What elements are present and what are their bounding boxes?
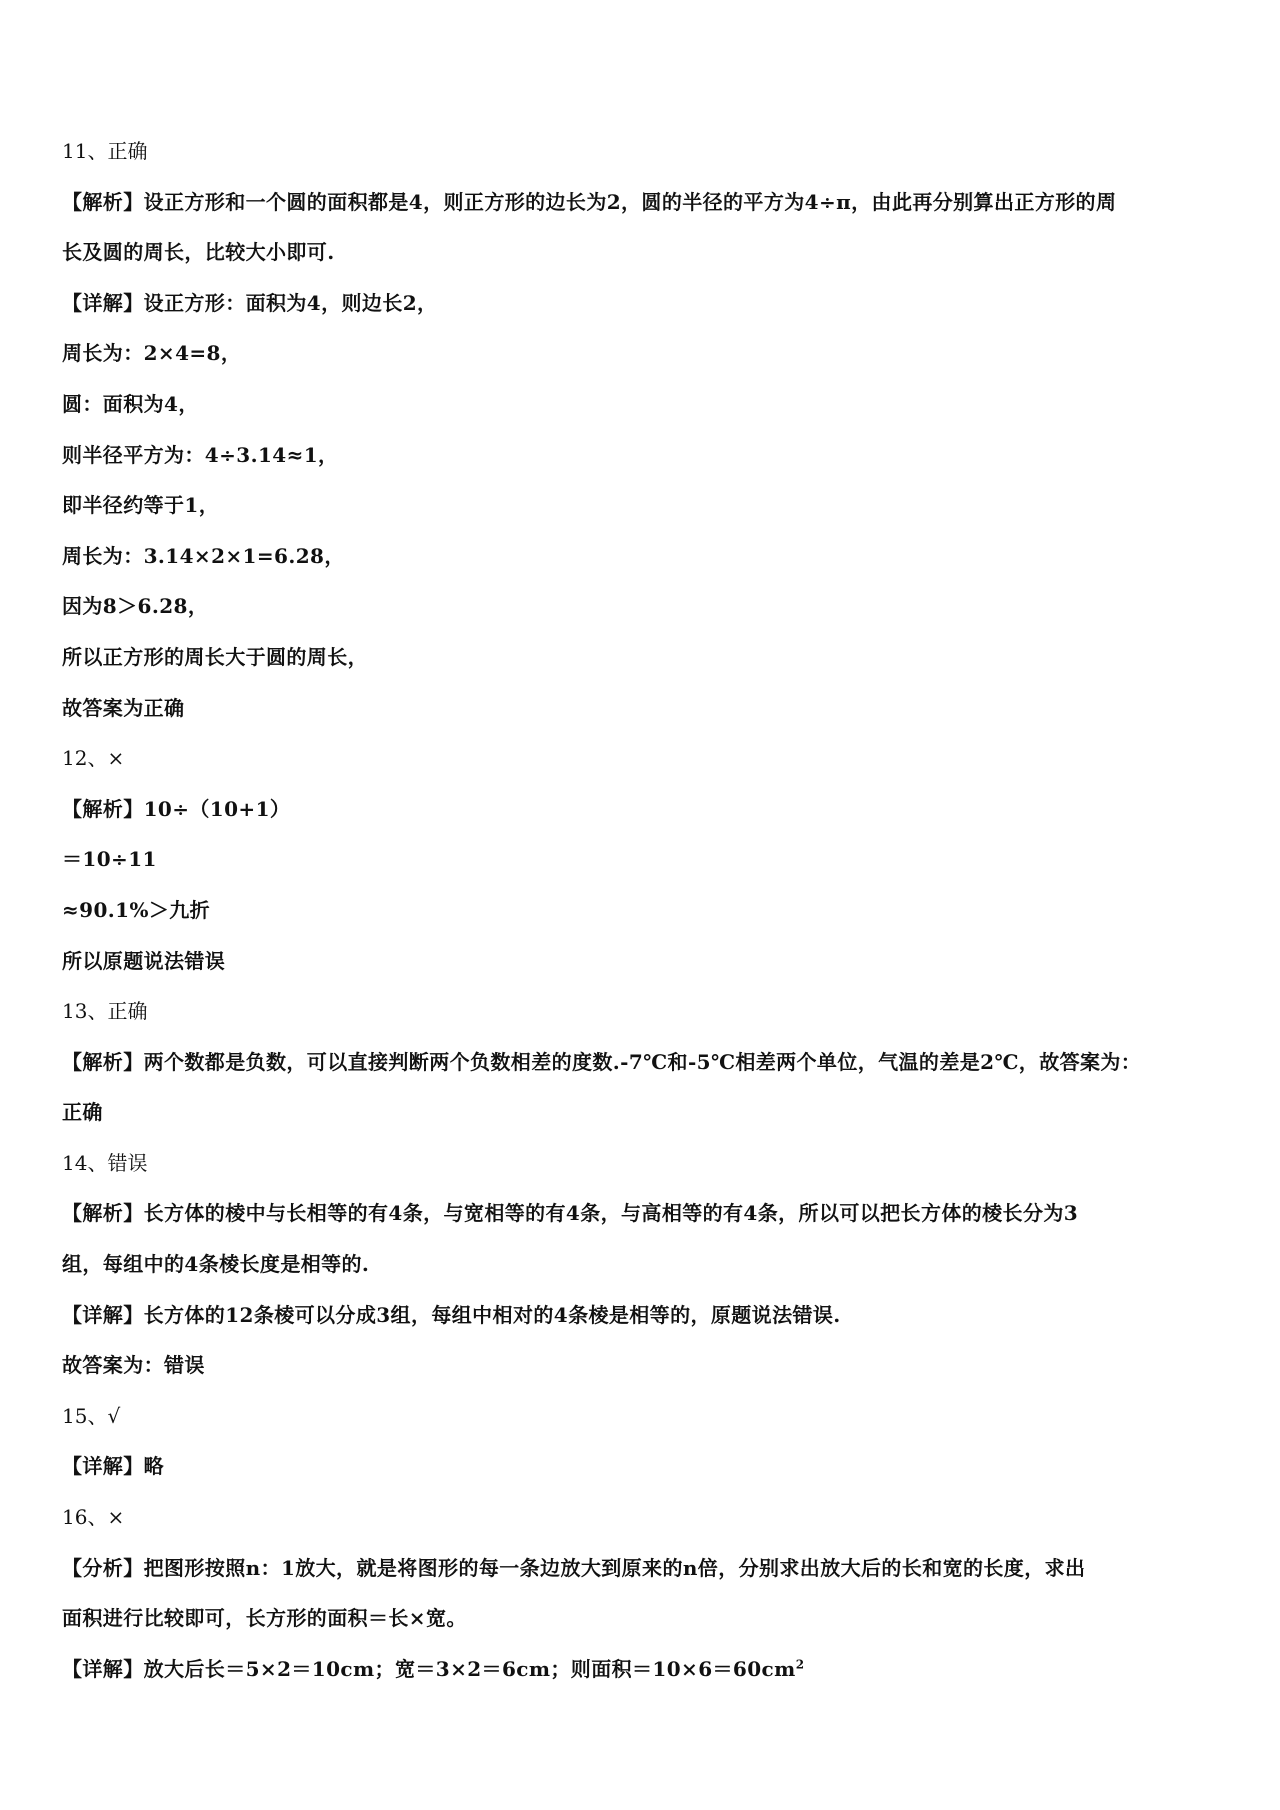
analysis-13-line-1: 【解析】两个数都是负数，可以直接判断两个负数相差的度数.-7℃和-5℃相差两个单位，气温的差是2℃，故答案为： bbox=[62, 1049, 1142, 1074]
detail-11-line-4: 则半径平方为：4÷3.14≈1， bbox=[62, 442, 339, 467]
analysis-12-line-1: 【解析】10÷（10+1） bbox=[62, 796, 291, 821]
detail-11-conclusion: 故答案为正确 bbox=[62, 695, 185, 720]
detail-11-line-8: 所以正方形的周长大于圆的周长， bbox=[62, 644, 368, 669]
answer-15-heading: 15、√ bbox=[62, 1403, 121, 1428]
detail-14-line-1: 【详解】长方体的12条棱可以分成3组，每组中相对的4条棱是相等的，原题说法错误. bbox=[62, 1302, 841, 1327]
detail-16-line-1 bbox=[62, 1644, 1222, 1695]
detail-15-line-1: 【详解】略 bbox=[62, 1454, 164, 1479]
answer-12-heading: 12、× bbox=[62, 746, 125, 771]
detail-11-line-1: 【详解】设正方形：面积为4，则边长2， bbox=[62, 290, 438, 315]
area-unit-superscript: 2 bbox=[795, 1657, 805, 1672]
detail-11-line-3: 圆：面积为4， bbox=[62, 391, 199, 416]
analysis-14-line-1: 【解析】长方体的棱中与长相等的有4条，与宽相等的有4条，与高相等的有4条，所以可以把长方体的棱长分为3 bbox=[62, 1201, 1079, 1226]
answer-11-heading: 11、正确 bbox=[62, 139, 148, 163]
analysis-13-line-2: 正确 bbox=[62, 1100, 103, 1125]
detail-11-line-2: 周长为：2×4=8， bbox=[62, 341, 242, 366]
analysis-12-conclusion: 所以原题说法错误 bbox=[62, 948, 226, 973]
detail-11-line-6: 周长为：3.14×2×1=6.28， bbox=[62, 543, 345, 568]
detail-16-text: 【详解】放大后长＝5×2＝10cm；宽＝3×2＝6cm；则面积＝10×6＝60cm bbox=[62, 1656, 796, 1681]
answer-13-heading: 13、正确 bbox=[62, 999, 148, 1024]
analysis-12-line-2: ＝10÷11 bbox=[62, 847, 157, 872]
answer-16-heading: 16、× bbox=[62, 1505, 125, 1530]
analysis-16-line-1: 【分析】把图形按照n：1放大，就是将图形的每一条边放大到原来的n倍，分别求出放大后的长和宽的长度，求出 bbox=[62, 1555, 1086, 1580]
detail-11-line-7: 因为8＞6.28， bbox=[62, 594, 209, 619]
analysis-14-line-2: 组，每组中的4条棱长度是相等的. bbox=[62, 1252, 370, 1277]
analysis-11-line-1: 【解析】设正方形和一个圆的面积都是4，则正方形的边长为2，圆的半径的平方为4÷π，由此再分别算出正方形的周 bbox=[62, 189, 1117, 214]
detail-14-conclusion: 故答案为：错误 bbox=[62, 1353, 205, 1378]
analysis-12-line-3: ≈90.1%＞九折 bbox=[62, 897, 211, 922]
detail-11-line-5: 即半径约等于1， bbox=[62, 493, 220, 518]
analysis-16-line-2: 面积进行比较即可，长方形的面积＝长×宽。 bbox=[62, 1606, 467, 1631]
analysis-11-line-2: 长及圆的周长，比较大小即可. bbox=[62, 240, 335, 265]
answer-14-heading: 14、错误 bbox=[62, 1150, 148, 1175]
document-page bbox=[62, 126, 1222, 1694]
